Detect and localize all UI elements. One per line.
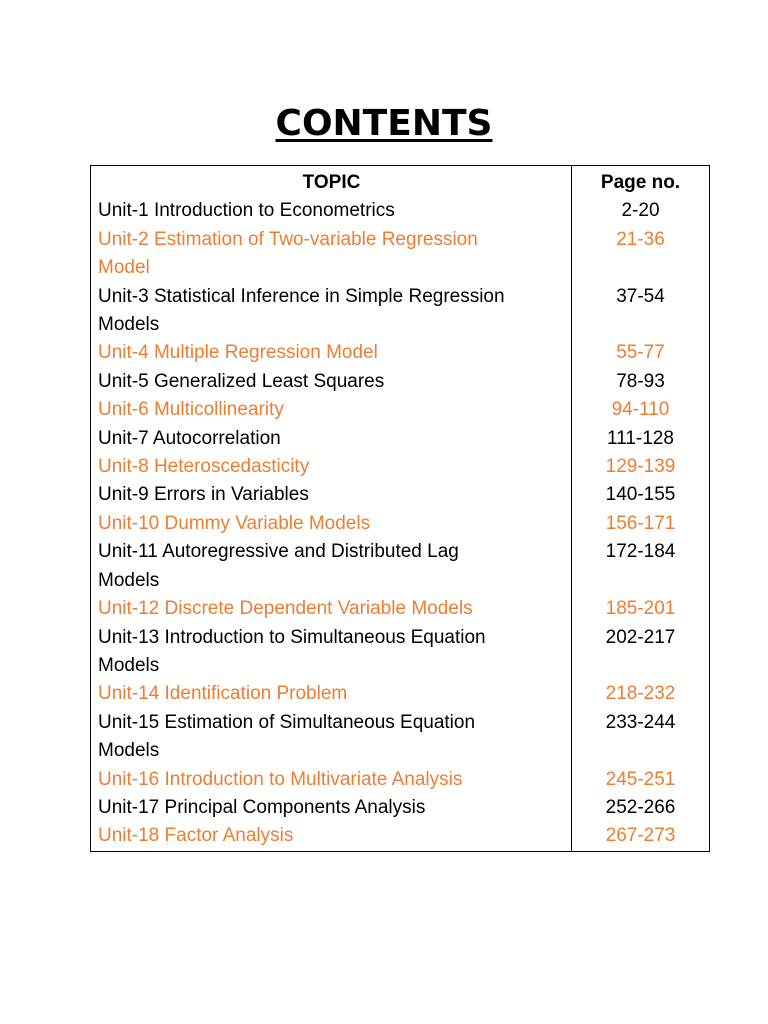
toc-entry-line: Unit-6 Multicollinearity: [98, 399, 284, 421]
toc-entry-line: Model: [98, 257, 150, 279]
toc-entry-line: Models: [98, 314, 160, 336]
toc-entry-page: [572, 709, 709, 766]
toc-entry-line: Unit-7 Autocorrelation: [98, 427, 281, 449]
toc-entry-topic: [98, 481, 565, 509]
toc-entry-line: Unit-14 Identification Problem: [98, 683, 348, 705]
toc-entry-topic: [98, 766, 565, 794]
toc-entry-topic: [98, 226, 565, 283]
toc-entry-page: [572, 766, 709, 794]
toc-entry-page-number: 94-110: [611, 399, 670, 421]
toc-entry-page-number: 78-93: [616, 370, 665, 392]
toc-entry-page-number: 233-244: [605, 711, 676, 733]
topic-header: TOPIC: [302, 172, 361, 193]
toc-entry-page-number: 21-36: [616, 228, 665, 250]
toc-entry-page-number: 37-54: [616, 285, 665, 307]
toc-entry-page: [572, 794, 709, 822]
toc-entry-page: [572, 510, 709, 538]
toc-entry-topic: [98, 538, 565, 595]
toc-entry-topic: [98, 396, 565, 424]
toc-entry-topic: [98, 680, 565, 708]
toc-entry-topic: [98, 453, 565, 481]
toc-entry-topic: [98, 794, 565, 822]
page-header: Page no.: [600, 172, 681, 193]
toc-entry-page-number: 156-171: [605, 512, 676, 534]
toc-entry-line: Unit-3 Statistical Inference in Simple Regression: [98, 285, 505, 307]
toc-entry-topic: [98, 510, 565, 538]
toc-entry-line: Unit-15 Estimation of Simultaneous Equation: [98, 711, 476, 733]
toc-entry-page: [572, 680, 709, 708]
toc-entry-line: Unit-18 Factor Analysis: [98, 825, 294, 847]
toc-entry-line: Unit-11 Autoregressive and Distributed Lag: [98, 541, 459, 563]
toc-entry-page: [572, 595, 709, 623]
toc-entry-page: [572, 453, 709, 481]
contents-table: [90, 165, 710, 852]
toc-entry-line: Unit-10 Dummy Variable Models: [98, 512, 371, 534]
toc-entry-page: [572, 226, 709, 283]
toc-entry-line: Unit-16 Introduction to Multivariate Analysis: [98, 768, 463, 790]
toc-entry-topic: [98, 339, 565, 367]
toc-entry-page: [572, 538, 709, 595]
toc-entry-page: [572, 368, 709, 396]
toc-entry-page: [572, 197, 709, 225]
toc-entry-topic: [98, 822, 565, 850]
toc-entry-topic: [98, 595, 565, 623]
toc-entry-line: Unit-5 Generalized Least Squares: [98, 370, 385, 392]
toc-entry-page-number: 185-201: [605, 598, 676, 620]
toc-entry-line: Models: [98, 740, 160, 762]
toc-entry-page-number: 252-266: [605, 796, 676, 818]
toc-entry-topic: [98, 283, 565, 340]
toc-entry-topic: [98, 425, 565, 453]
toc-entry-line: Unit-17 Principal Components Analysis: [98, 796, 426, 818]
toc-entry-spacer: [572, 652, 709, 680]
toc-entry-page: [572, 283, 709, 340]
toc-entry-page-number: 245-251: [605, 768, 676, 790]
toc-entry-line: Unit-9 Errors in Variables: [98, 484, 309, 506]
toc-entry-page: [572, 822, 709, 850]
toc-entry-line: Unit-2 Estimation of Two-variable Regression: [98, 228, 478, 250]
toc-entry-page-number: 111-128: [607, 427, 674, 449]
toc-entry-page: [572, 396, 709, 424]
toc-entry-page: [572, 425, 709, 453]
toc-entry-line: Unit-8 Heteroscedasticity: [98, 456, 310, 478]
toc-entry-page-number: 267-273: [605, 825, 676, 847]
toc-entry-line: Models: [98, 654, 160, 676]
toc-entry-topic: [98, 624, 565, 681]
toc-entry-page-number: 218-232: [605, 683, 676, 705]
topic-column: [91, 166, 572, 851]
toc-entry-page: [572, 481, 709, 509]
toc-entry-page-number: 172-184: [605, 541, 676, 563]
toc-entry-page-number: 2-20: [621, 200, 660, 222]
toc-entry-page-number: 129-139: [605, 456, 676, 478]
toc-entry-topic: [98, 368, 565, 396]
toc-entry-line: Unit-1 Introduction to Econometrics: [98, 200, 395, 222]
page-title: CONTENTS: [275, 103, 493, 144]
toc-entry-line: Unit-13 Introduction to Simultaneous Equation: [98, 626, 486, 648]
page-column: [572, 166, 709, 851]
toc-entry-page: [572, 624, 709, 681]
toc-entry-topic: [98, 709, 565, 766]
toc-entry-spacer: [572, 737, 709, 765]
toc-entry-spacer: [572, 567, 709, 595]
toc-entry-line: Unit-4 Multiple Regression Model: [98, 342, 378, 364]
toc-entry-line: Models: [98, 569, 160, 591]
toc-entry-line: Unit-12 Discrete Dependent Variable Models: [98, 598, 473, 620]
toc-entry-topic: [98, 197, 565, 225]
toc-entry-page-number: 140-155: [605, 484, 676, 506]
toc-entry-page-number: 55-77: [616, 342, 665, 364]
toc-entry-spacer: [572, 311, 709, 339]
toc-entry-page: [572, 339, 709, 367]
toc-entry-spacer: [572, 254, 709, 282]
toc-entry-page-number: 202-217: [605, 626, 676, 648]
